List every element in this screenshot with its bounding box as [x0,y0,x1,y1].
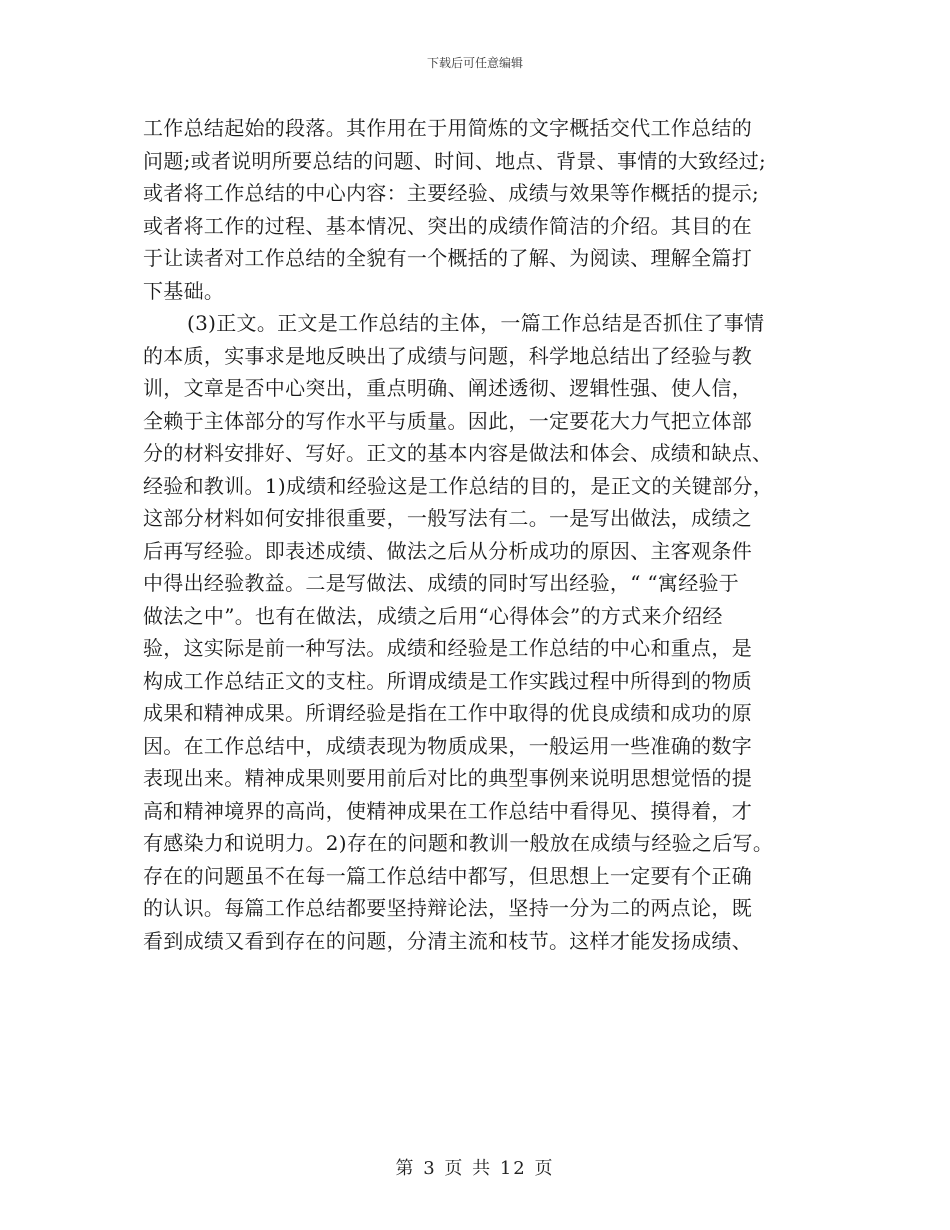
text-line: 因。在工作总结中，成绩表现为物质成果，一般运用一些准确的数字 [143,733,752,758]
text-line: 问题;或者说明所要总结的问题、时间、地点、背景、事情的大致经过; [143,148,767,173]
text-line: 的本质，实事求是地反映出了成绩与问题，科学地总结出了经验与教 [143,343,752,368]
text-line: 成果和精神成果。所谓经验是指在工作中取得的优良成绩和成功的原 [143,701,752,725]
text-line: 训，文章是否中心突出，重点明确、阐述透彻、逻辑性强、使人信， [143,376,752,400]
text-line: 的认识。每篇工作总结都要坚持辩论法，坚持一分为二的两点论，既 [143,896,752,920]
text-line: 存在的问题虽不在每一篇工作总结中都写，但思想上一定要有个正确 [143,863,752,888]
text-line: 或者将工作的过程、基本情况、突出的成绩作简洁的介绍。其目的在 [143,213,752,238]
document-body [143,112,823,957]
text-line: 经验和教训。1)成绩和经验这是工作总结的目的，是正文的关键部分， [143,473,774,498]
text-line: 后再写经验。即表述成绩、做法之后从分析成功的原因、主客观条件 [143,538,752,563]
page-number-footer: 第 3 页 共 12 页 [395,1158,555,1179]
text-line: 中得出经验教益。二是写做法、成绩的同时写出经验，“ “寓经验于 [143,571,740,595]
text-line: 表现出来。精神成果则要用前后对比的典型事例来说明思想觉悟的提 [143,766,752,790]
text-line: 有感染力和说明力。2)存在的问题和教训一般放在成绩与经验之后写。 [143,831,774,855]
page-header-note: 下载后可任意编辑 [426,56,523,70]
text-line: 构成工作总结正文的支柱。所谓成绩是工作实践过程中所得到的物质 [143,668,752,693]
text-line: 全赖于主体部分的写作水平与质量。因此，一定要花大力气把立体部 [143,408,752,433]
text-line: 分的材料安排好、写好。正文的基本内容是做法和体会、成绩和缺点、 [143,441,773,465]
text-line: 这部分材料如何安排很重要，一般写法有二。一是写出做法，成绩之 [143,506,752,530]
text-line-paragraph-start: (3)正文。正文是工作总结的主体，一篇工作总结是否抓住了事情 [187,311,765,335]
text-line: 做法之中”。也有在做法，成绩之后用“心得体会”的方式来介绍经 [143,603,723,628]
text-line: 于让读者对工作总结的全貌有一个概括的了解、为阅读、理解全篇打 [143,246,752,270]
text-line: 工作总结起始的段落。其作用在于用简炼的文字概括交代工作总结的 [143,116,752,140]
text-line: 或者将工作总结的中心内容：主要经验、成绩与效果等作概括的提示; [143,181,760,205]
text-line: 高和精神境界的高尚，使精神成果在工作总结中看得见、摸得着，才 [143,798,752,823]
text-line: 看到成绩又看到存在的问题，分清主流和枝节。这样才能发扬成绩、 [143,928,752,953]
text-line: 下基础。 [143,278,225,303]
text-line: 验，这实际是前一种写法。成绩和经验是工作总结的中心和重点，是 [143,636,752,660]
